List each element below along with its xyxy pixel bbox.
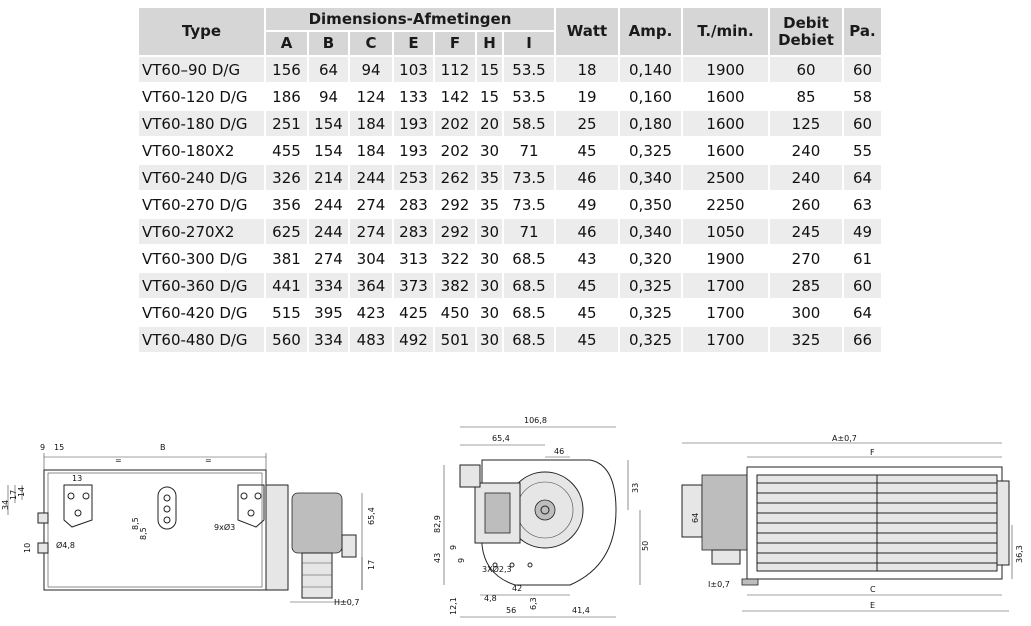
cell-tmin: 1900: [683, 55, 768, 82]
cell-i: 68.5: [504, 244, 554, 271]
motor-end-foot: [712, 550, 740, 564]
cell-i: 73.5: [504, 190, 554, 217]
cell-a: 156: [266, 55, 307, 82]
cell-debit: 240: [770, 136, 842, 163]
end-cap: [997, 481, 1009, 565]
cell-pa: 63: [844, 190, 881, 217]
cell-i: 58.5: [504, 109, 554, 136]
label-363: 36,3: [1015, 545, 1024, 563]
cell-f: 262: [435, 163, 475, 190]
cell-h: 30: [477, 217, 502, 244]
label-9a: 9: [449, 544, 458, 550]
cell-c: 124: [350, 82, 392, 109]
label-9: 9: [40, 443, 46, 452]
cell-b: 334: [309, 325, 348, 352]
header-watt: Watt: [556, 8, 618, 55]
base-foot: [742, 579, 758, 585]
header-amp: Amp.: [620, 8, 681, 55]
table-row: [139, 325, 881, 352]
front-view-svg: [0, 405, 380, 626]
label-829: 82,9: [433, 515, 442, 533]
cell-f: 142: [435, 82, 475, 109]
left-bracket: [64, 485, 92, 527]
cell-i: 73.5: [504, 163, 554, 190]
cell-debit: 325: [770, 325, 842, 352]
slot-hole: [164, 506, 170, 512]
label-33: 33: [631, 482, 640, 493]
cell-c: 483: [350, 325, 392, 352]
cell-debit: 245: [770, 217, 842, 244]
header-dim-i: I: [504, 30, 554, 55]
label-85b: 8,5: [139, 527, 148, 540]
cell-i: 68.5: [504, 325, 554, 352]
cell-e: 133: [394, 82, 433, 109]
header-tmin: T./min.: [683, 8, 768, 55]
top-view-svg: [672, 405, 1022, 626]
motor-end-plate: [682, 485, 702, 537]
connector-block: [460, 465, 480, 487]
header-debit-line-2: Debiet: [778, 30, 834, 49]
cell-h: 30: [477, 325, 502, 352]
cell-h: 15: [477, 82, 502, 109]
cell-type: VT60-240 D/G: [139, 163, 264, 190]
cell-b: 94: [309, 82, 348, 109]
cell-type: VT60-270X2: [139, 217, 264, 244]
front-view-drawing: [0, 405, 380, 626]
cell-e: 425: [394, 298, 433, 325]
cell-tmin: 1600: [683, 82, 768, 109]
label-48: 4,8: [484, 594, 497, 603]
cell-type: VT60–90 D/G: [139, 55, 264, 82]
cell-amp: 0,340: [620, 217, 681, 244]
label-85: 8,5: [131, 517, 140, 530]
cell-tmin: 1700: [683, 298, 768, 325]
label-34: 34: [1, 499, 10, 510]
cell-h: 35: [477, 163, 502, 190]
left-clip: [38, 543, 48, 553]
cell-pa: 55: [844, 136, 881, 163]
label-654: 65,4: [367, 507, 376, 525]
cell-f: 292: [435, 217, 475, 244]
label-holes: 9xØ3: [214, 523, 236, 532]
header-debit-line-1: Debit: [783, 13, 829, 32]
label-i: I±0,7: [708, 580, 730, 589]
cell-pa: 61: [844, 244, 881, 271]
cell-debit: 260: [770, 190, 842, 217]
label-9b: 9: [457, 557, 466, 563]
label-eq1: =: [115, 456, 122, 465]
header-dim-c: C: [350, 30, 392, 55]
cell-h: 20: [477, 109, 502, 136]
cell-a: 251: [266, 109, 307, 136]
bracket-hole: [248, 510, 254, 516]
bracket-hole: [75, 510, 81, 516]
cell-a: 455: [266, 136, 307, 163]
label-46: 46: [554, 447, 565, 456]
cell-b: 244: [309, 217, 348, 244]
cell-tmin: 1600: [683, 109, 768, 136]
label-48: Ø4,8: [56, 541, 76, 550]
table-body: [139, 55, 881, 352]
cell-f: 202: [435, 109, 475, 136]
header-row-1: [139, 8, 881, 30]
cell-type: VT60-180 D/G: [139, 109, 264, 136]
cell-watt: 45: [556, 271, 618, 298]
label-17a: 17: [9, 489, 18, 500]
cell-c: 304: [350, 244, 392, 271]
cell-c: 274: [350, 190, 392, 217]
cell-h: 30: [477, 136, 502, 163]
label-42: 42: [512, 584, 523, 593]
motor-connector: [342, 535, 356, 557]
label-h: H±0,7: [334, 598, 360, 607]
header-dim-e: E: [394, 30, 433, 55]
cell-b: 64: [309, 55, 348, 82]
cell-e: 103: [394, 55, 433, 82]
slot-hole: [164, 517, 170, 523]
table-row: [139, 82, 881, 109]
header-pa: Pa.: [844, 8, 881, 55]
label-64: 64: [691, 512, 700, 523]
side-view-svg: [420, 405, 650, 626]
cell-tmin: 2250: [683, 190, 768, 217]
cell-pa: 66: [844, 325, 881, 352]
table-row: [139, 109, 881, 136]
header-dim-h: H: [477, 30, 502, 55]
cell-i: 71: [504, 136, 554, 163]
cell-f: 112: [435, 55, 475, 82]
cell-watt: 45: [556, 325, 618, 352]
cell-a: 381: [266, 244, 307, 271]
label-3x: 3XØ2,3: [482, 565, 512, 574]
label-f: F: [870, 448, 875, 457]
impeller-hub: [535, 500, 555, 520]
table-row: [139, 217, 881, 244]
table-row: [139, 55, 881, 82]
cell-amp: 0,325: [620, 271, 681, 298]
cell-f: 202: [435, 136, 475, 163]
cell-a: 441: [266, 271, 307, 298]
cell-c: 364: [350, 271, 392, 298]
cell-tmin: 1900: [683, 244, 768, 271]
cell-debit: 300: [770, 298, 842, 325]
cell-c: 274: [350, 217, 392, 244]
cell-e: 193: [394, 109, 433, 136]
bracket-hole: [83, 493, 89, 499]
cell-a: 186: [266, 82, 307, 109]
cell-c: 423: [350, 298, 392, 325]
cell-e: 193: [394, 136, 433, 163]
cell-amp: 0,340: [620, 163, 681, 190]
side-view-drawing: [420, 405, 650, 626]
cell-e: 283: [394, 190, 433, 217]
cell-watt: 49: [556, 190, 618, 217]
cell-c: 94: [350, 55, 392, 82]
label-c: C: [870, 585, 876, 594]
cell-pa: 64: [844, 298, 881, 325]
label-eq2: =: [205, 456, 212, 465]
cell-pa: 64: [844, 163, 881, 190]
label-e: E: [870, 601, 876, 610]
cell-h: 15: [477, 55, 502, 82]
header-dimensions: Dimensions-Afmetingen: [266, 8, 554, 30]
bracket-hole: [241, 493, 247, 499]
cell-a: 326: [266, 163, 307, 190]
cell-watt: 45: [556, 298, 618, 325]
cell-watt: 43: [556, 244, 618, 271]
cell-i: 53.5: [504, 55, 554, 82]
cell-amp: 0,140: [620, 55, 681, 82]
cell-pa: 60: [844, 271, 881, 298]
cell-e: 492: [394, 325, 433, 352]
table-row: [139, 244, 881, 271]
cell-watt: 18: [556, 55, 618, 82]
table-header: [139, 8, 881, 55]
motor-side-plate: [266, 485, 288, 590]
motor-end-body: [702, 475, 747, 550]
cell-watt: 25: [556, 109, 618, 136]
table-row: [139, 190, 881, 217]
motor-core: [485, 493, 510, 533]
cell-type: VT60-180X2: [139, 136, 264, 163]
header-dim-a: A: [266, 30, 307, 55]
label-43: 43: [433, 552, 442, 563]
cell-i: 53.5: [504, 82, 554, 109]
cell-h: 30: [477, 271, 502, 298]
cell-b: 154: [309, 109, 348, 136]
cell-a: 560: [266, 325, 307, 352]
cell-type: VT60-300 D/G: [139, 244, 264, 271]
table-row: [139, 163, 881, 190]
cell-e: 313: [394, 244, 433, 271]
slot-hole: [164, 495, 170, 501]
cell-tmin: 1700: [683, 325, 768, 352]
cell-b: 214: [309, 163, 348, 190]
top-view-drawing: [672, 405, 1022, 626]
label-414: 41,4: [572, 606, 590, 615]
header-debit: [770, 8, 842, 55]
cell-f: 382: [435, 271, 475, 298]
cell-debit: 125: [770, 109, 842, 136]
cell-watt: 46: [556, 217, 618, 244]
label-15: 15: [54, 443, 65, 452]
table-row: [139, 298, 881, 325]
header-dim-f: F: [435, 30, 475, 55]
cell-amp: 0,160: [620, 82, 681, 109]
cell-pa: 60: [844, 55, 881, 82]
cell-amp: 0,180: [620, 109, 681, 136]
header-type: Type: [139, 8, 264, 55]
cell-debit: 240: [770, 163, 842, 190]
right-bracket: [238, 485, 264, 527]
cell-debit: 85: [770, 82, 842, 109]
label-63: 6,3: [529, 597, 538, 610]
cell-b: 395: [309, 298, 348, 325]
bracket-hole: [68, 493, 74, 499]
cell-pa: 49: [844, 217, 881, 244]
spec-table: [137, 8, 883, 352]
cell-b: 334: [309, 271, 348, 298]
motor-coil: [302, 553, 332, 598]
cell-pa: 60: [844, 109, 881, 136]
label-56: 56: [506, 606, 517, 615]
cell-c: 184: [350, 136, 392, 163]
table-row: [139, 136, 881, 163]
cell-f: 450: [435, 298, 475, 325]
cell-a: 515: [266, 298, 307, 325]
label-50: 50: [641, 540, 650, 551]
cell-a: 356: [266, 190, 307, 217]
cell-i: 68.5: [504, 271, 554, 298]
motor-body: [292, 493, 342, 553]
left-clip: [38, 513, 48, 523]
cell-type: VT60-420 D/G: [139, 298, 264, 325]
table-row: [139, 271, 881, 298]
cell-amp: 0,325: [620, 298, 681, 325]
cell-type: VT60-480 D/G: [139, 325, 264, 352]
cell-h: 30: [477, 298, 502, 325]
label-10: 10: [23, 542, 32, 553]
cell-e: 283: [394, 217, 433, 244]
cell-e: 253: [394, 163, 433, 190]
cell-tmin: 1700: [683, 271, 768, 298]
label-654: 65,4: [492, 434, 510, 443]
mount-hole: [528, 563, 532, 567]
cell-watt: 19: [556, 82, 618, 109]
cell-amp: 0,325: [620, 136, 681, 163]
cell-type: VT60-120 D/G: [139, 82, 264, 109]
cell-b: 154: [309, 136, 348, 163]
label-a: A±0,7: [832, 434, 857, 443]
cell-h: 35: [477, 190, 502, 217]
cell-c: 184: [350, 109, 392, 136]
label-121: 12,1: [449, 597, 458, 615]
bracket-hole: [255, 493, 261, 499]
cell-debit: 285: [770, 271, 842, 298]
cell-watt: 46: [556, 163, 618, 190]
cell-type: VT60-270 D/G: [139, 190, 264, 217]
label-14: 14: [17, 486, 26, 497]
cell-pa: 58: [844, 82, 881, 109]
cell-tmin: 2500: [683, 163, 768, 190]
cell-e: 373: [394, 271, 433, 298]
cell-debit: 60: [770, 55, 842, 82]
cell-c: 244: [350, 163, 392, 190]
cell-f: 292: [435, 190, 475, 217]
cell-f: 322: [435, 244, 475, 271]
cell-i: 71: [504, 217, 554, 244]
cell-type: VT60-360 D/G: [139, 271, 264, 298]
label-13: 13: [72, 474, 83, 483]
label-17b: 17: [367, 559, 376, 570]
label-b: B: [160, 443, 166, 452]
cell-amp: 0,320: [620, 244, 681, 271]
cell-watt: 45: [556, 136, 618, 163]
cell-tmin: 1600: [683, 136, 768, 163]
header-dim-b: B: [309, 30, 348, 55]
cell-debit: 270: [770, 244, 842, 271]
cell-amp: 0,325: [620, 325, 681, 352]
cell-amp: 0,350: [620, 190, 681, 217]
cell-h: 30: [477, 244, 502, 271]
cell-f: 501: [435, 325, 475, 352]
cell-a: 625: [266, 217, 307, 244]
cell-b: 274: [309, 244, 348, 271]
cell-tmin: 1050: [683, 217, 768, 244]
label-1068: 106,8: [524, 416, 547, 425]
cell-i: 68.5: [504, 298, 554, 325]
cell-b: 244: [309, 190, 348, 217]
